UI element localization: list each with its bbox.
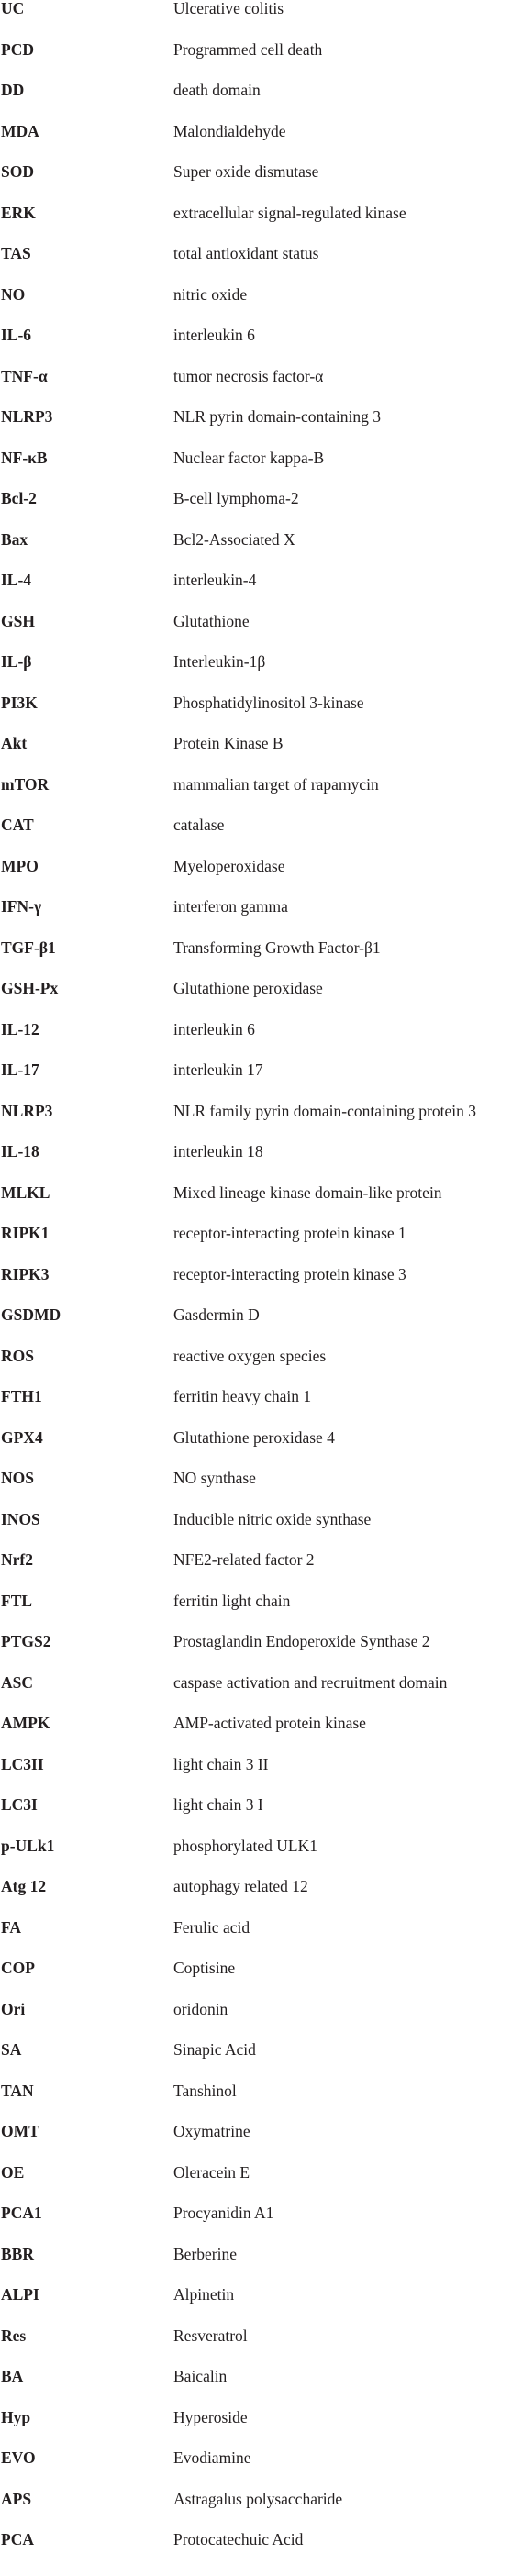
abbreviation-term: Ori bbox=[1, 1999, 26, 2018]
abbreviation-term: ASC bbox=[1, 1672, 34, 1692]
abbreviation-row bbox=[0, 205, 512, 246]
abbreviation-term: AMPK bbox=[1, 1714, 50, 1732]
abbreviation-row bbox=[0, 2531, 512, 2572]
abbreviation-row bbox=[0, 2082, 512, 2124]
abbreviation-definition: Hyperoside bbox=[173, 2407, 248, 2426]
abbreviation-definition: Glutathione bbox=[173, 611, 250, 630]
abbreviation-term: NOS bbox=[1, 1469, 34, 1487]
abbreviation-row bbox=[0, 1429, 512, 1471]
abbreviation-row bbox=[0, 1633, 512, 1674]
abbreviation-definition: Alpinetin bbox=[173, 2285, 235, 2304]
abbreviation-term: ERK bbox=[1, 203, 36, 222]
abbreviation-term: COP bbox=[1, 1959, 35, 1977]
abbreviation-definition: Super oxide dismutase bbox=[173, 162, 319, 181]
abbreviation-definition: caspase activation and recruitment domain bbox=[173, 1672, 448, 1692]
abbreviation-term: TAS bbox=[1, 244, 31, 262]
abbreviation-row bbox=[0, 2491, 512, 2532]
abbreviation-row bbox=[0, 123, 512, 164]
abbreviation-row bbox=[0, 1306, 512, 1348]
abbreviation-row bbox=[0, 2409, 512, 2450]
abbreviation-row bbox=[0, 1919, 512, 1960]
abbreviation-definition: Baicalin bbox=[173, 2367, 228, 2385]
abbreviation-definition: ferritin heavy chain 1 bbox=[173, 1387, 312, 1405]
abbreviation-row bbox=[0, 2041, 512, 2082]
abbreviation-definition: interleukin 17 bbox=[173, 1060, 263, 1079]
abbreviation-row bbox=[0, 572, 512, 613]
abbreviation-definition: Oleracein E bbox=[173, 2162, 250, 2182]
abbreviation-row bbox=[0, 1184, 512, 1226]
abbreviation-definition: extracellular signal-regulated kinase bbox=[173, 203, 406, 222]
abbreviation-definition: Inducible nitric oxide synthase bbox=[173, 1509, 372, 1528]
abbreviation-term: IL-4 bbox=[1, 571, 32, 589]
abbreviation-definition: Ulcerative colitis bbox=[173, 0, 284, 17]
abbreviation-definition: Nuclear factor kappa-B bbox=[173, 448, 325, 467]
abbreviation-row bbox=[0, 1878, 512, 1919]
abbreviation-row bbox=[0, 1388, 512, 1429]
abbreviation-row bbox=[0, 1103, 512, 1144]
abbreviation-definition: AMP-activated protein kinase bbox=[173, 1714, 366, 1732]
abbreviation-term: SOD bbox=[1, 162, 34, 181]
abbreviation-term: TNF-α bbox=[1, 366, 48, 385]
abbreviation-term: EVO bbox=[1, 2448, 36, 2467]
abbreviation-row bbox=[0, 1551, 512, 1593]
abbreviation-term: APS bbox=[1, 2489, 32, 2508]
abbreviation-definition: Glutathione peroxidase 4 bbox=[173, 1427, 335, 1447]
abbreviation-definition: Evodiamine bbox=[173, 2448, 251, 2467]
abbreviation-definition: Coptisine bbox=[173, 1959, 236, 1977]
abbreviation-row bbox=[0, 1715, 512, 1756]
abbreviation-definition: interleukin 6 bbox=[173, 1019, 255, 1038]
abbreviation-term: PCA bbox=[1, 2530, 34, 2548]
abbreviation-definition: interferon gamma bbox=[173, 897, 288, 916]
abbreviation-row bbox=[0, 368, 512, 409]
abbreviation-row bbox=[0, 613, 512, 654]
abbreviation-term: MLKL bbox=[1, 1183, 50, 1202]
abbreviation-definition: Interleukin-1β bbox=[173, 652, 266, 671]
abbreviation-row bbox=[0, 1593, 512, 1634]
abbreviation-term: SA bbox=[1, 2040, 22, 2059]
abbreviation-row bbox=[0, 2123, 512, 2164]
abbreviation-definition: Phosphatidylinositol 3-kinase bbox=[173, 693, 364, 712]
abbreviation-term: CAT bbox=[1, 816, 34, 834]
abbreviation-row bbox=[0, 1796, 512, 1838]
abbreviation-definition: Protocatechuic Acid bbox=[173, 2530, 304, 2548]
abbreviation-definition: total antioxidant status bbox=[173, 244, 319, 262]
abbreviation-term: ROS bbox=[1, 1346, 34, 1365]
abbreviation-definition: Bcl2-Associated X bbox=[173, 529, 295, 549]
abbreviation-definition: interleukin-4 bbox=[173, 571, 257, 589]
abbreviation-row bbox=[0, 450, 512, 491]
abbreviation-row bbox=[0, 1511, 512, 1552]
abbreviation-definition: Sinapic Acid bbox=[173, 2040, 256, 2059]
abbreviation-term: GSH bbox=[1, 611, 35, 630]
abbreviation-definition: interleukin 18 bbox=[173, 1142, 263, 1160]
abbreviation-row bbox=[0, 2246, 512, 2287]
abbreviation-term: OE bbox=[1, 2162, 25, 2182]
abbreviation-definition: catalase bbox=[173, 816, 225, 834]
abbreviation-definition: ferritin light chain bbox=[173, 1591, 291, 1610]
abbreviation-term: LC3I bbox=[1, 1795, 38, 1814]
abbreviation-row bbox=[0, 653, 512, 694]
abbreviation-term: DD bbox=[1, 81, 25, 99]
abbreviation-definition: NLR family pyrin domain-containing protein 3 bbox=[173, 1101, 477, 1120]
abbreviation-definition: NO synthase bbox=[173, 1469, 256, 1487]
abbreviation-definition: Protein Kinase B bbox=[173, 734, 284, 752]
abbreviation-definition: Oxymatrine bbox=[173, 2122, 250, 2140]
abbreviation-term: IL-6 bbox=[1, 326, 32, 344]
abbreviation-definition: Astragalus polysaccharide bbox=[173, 2489, 343, 2508]
abbreviation-term: PTGS2 bbox=[1, 1632, 51, 1650]
abbreviation-definition: tumor necrosis factor-α bbox=[173, 366, 324, 385]
abbreviation-definition: NLR pyrin domain-containing 3 bbox=[173, 407, 382, 426]
abbreviation-definition: light chain 3 I bbox=[173, 1795, 263, 1814]
abbreviation-definition: Myeloperoxidase bbox=[173, 856, 285, 875]
abbreviation-definition: reactive oxygen species bbox=[173, 1346, 327, 1365]
abbreviation-term: NO bbox=[1, 284, 26, 304]
abbreviation-row bbox=[0, 2204, 512, 2246]
abbreviation-definition: interleukin 6 bbox=[173, 326, 255, 344]
abbreviation-definition: Programmed cell death bbox=[173, 39, 323, 59]
abbreviation-term: IL-17 bbox=[1, 1060, 39, 1079]
abbreviation-definition: light chain 3 II bbox=[173, 1754, 269, 1773]
abbreviation-term: Akt bbox=[1, 734, 28, 752]
abbreviation-term: MPO bbox=[1, 856, 39, 875]
abbreviation-definition: Berberine bbox=[173, 2244, 237, 2263]
abbreviation-term: IL-18 bbox=[1, 1142, 39, 1160]
abbreviation-row bbox=[0, 1225, 512, 1266]
abbreviation-row bbox=[0, 1021, 512, 1062]
abbreviation-term: Bcl-2 bbox=[1, 489, 37, 507]
abbreviation-definition: phosphorylated ULK1 bbox=[173, 1836, 317, 1855]
abbreviation-row bbox=[0, 1348, 512, 1389]
abbreviation-definition: oridonin bbox=[173, 1999, 228, 2018]
abbreviation-row bbox=[0, 1674, 512, 1715]
abbreviation-definition: Ferulic acid bbox=[173, 1917, 250, 1937]
abbreviation-definition: autophagy related 12 bbox=[173, 1877, 308, 1895]
abbreviation-term: FTL bbox=[1, 1591, 33, 1610]
abbreviation-row bbox=[0, 776, 512, 817]
abbreviation-definition: B-cell lymphoma-2 bbox=[173, 489, 299, 507]
abbreviation-definition: death domain bbox=[173, 81, 261, 99]
abbreviation-row bbox=[0, 1266, 512, 1307]
abbreviation-row bbox=[0, 694, 512, 736]
abbreviation-term: PCA1 bbox=[1, 2204, 42, 2222]
abbreviation-term: BBR bbox=[1, 2244, 34, 2263]
abbreviation-row bbox=[0, 980, 512, 1021]
abbreviation-row bbox=[0, 1143, 512, 1184]
abbreviation-row bbox=[0, 41, 512, 83]
abbreviation-term: GPX4 bbox=[1, 1427, 43, 1447]
abbreviation-row bbox=[0, 816, 512, 858]
abbreviation-row bbox=[0, 408, 512, 450]
abbreviation-row bbox=[0, 2286, 512, 2327]
abbreviation-term: RIPK3 bbox=[1, 1264, 50, 1283]
abbreviation-row bbox=[0, 245, 512, 286]
abbreviation-term: NLRP3 bbox=[1, 1101, 53, 1120]
abbreviation-definition: Gasdermin D bbox=[173, 1305, 260, 1324]
abbreviation-definition: NFE2-related factor 2 bbox=[173, 1550, 315, 1569]
abbreviation-row bbox=[0, 490, 512, 531]
abbreviation-definition: nitric oxide bbox=[173, 284, 248, 304]
abbreviation-definition: receptor-interacting protein kinase 1 bbox=[173, 1224, 406, 1242]
abbreviation-row bbox=[0, 735, 512, 776]
abbreviation-term: NLRP3 bbox=[1, 407, 53, 426]
abbreviation-row bbox=[0, 1838, 512, 1879]
abbreviation-term: mTOR bbox=[1, 774, 50, 794]
abbreviation-term: Atg 12 bbox=[1, 1877, 47, 1895]
abbreviation-term: Nrf2 bbox=[1, 1550, 33, 1569]
abbreviation-term: TGF-β1 bbox=[1, 938, 56, 957]
abbreviation-term: NF-κB bbox=[1, 448, 48, 467]
abbreviation-term: Res bbox=[1, 2326, 27, 2345]
abbreviation-row bbox=[0, 1960, 512, 2001]
abbreviation-row bbox=[0, 82, 512, 123]
abbreviation-row bbox=[0, 163, 512, 205]
abbreviation-term: OMT bbox=[1, 2122, 39, 2140]
abbreviation-term: TAN bbox=[1, 2081, 34, 2100]
abbreviation-definition: Procyanidin A1 bbox=[173, 2204, 274, 2222]
abbreviation-row bbox=[0, 1756, 512, 1797]
abbreviation-row bbox=[0, 286, 512, 328]
abbreviation-row bbox=[0, 0, 512, 41]
abbreviation-term: BA bbox=[1, 2367, 24, 2385]
abbreviation-definition: Glutathione peroxidase bbox=[173, 979, 323, 997]
abbreviation-row bbox=[0, 898, 512, 939]
abbreviation-row bbox=[0, 858, 512, 899]
abbreviation-definition: Tanshinol bbox=[173, 2081, 237, 2100]
abbreviation-term: Bax bbox=[1, 529, 28, 549]
abbreviation-row bbox=[0, 939, 512, 981]
abbreviation-row bbox=[0, 1061, 512, 1103]
abbreviation-term: PCD bbox=[1, 39, 34, 59]
abbreviation-term: UC bbox=[1, 0, 25, 17]
abbreviation-term: p-ULk1 bbox=[1, 1836, 55, 1855]
abbreviation-row bbox=[0, 1470, 512, 1511]
abbreviation-row bbox=[0, 2449, 512, 2491]
abbreviation-definition: receptor-interacting protein kinase 3 bbox=[173, 1264, 406, 1283]
abbreviation-term: MDA bbox=[1, 121, 39, 140]
abbreviation-term: IL-β bbox=[1, 652, 32, 671]
abbreviation-row bbox=[0, 327, 512, 368]
abbreviation-definition: Prostaglandin Endoperoxide Synthase 2 bbox=[173, 1632, 430, 1650]
abbreviation-term: Hyp bbox=[1, 2407, 31, 2426]
abbreviation-row bbox=[0, 2001, 512, 2042]
abbreviation-term: INOS bbox=[1, 1509, 40, 1528]
abbreviation-term: IL-12 bbox=[1, 1019, 39, 1038]
abbreviation-term: ALPI bbox=[1, 2285, 39, 2304]
abbreviation-term: GSH-Px bbox=[1, 979, 59, 997]
abbreviation-definition: mammalian target of rapamycin bbox=[173, 774, 379, 794]
abbreviation-term: GSDMD bbox=[1, 1305, 61, 1324]
abbreviation-row bbox=[0, 2368, 512, 2409]
abbreviation-row bbox=[0, 2327, 512, 2369]
abbreviation-term: RIPK1 bbox=[1, 1224, 50, 1242]
abbreviation-row bbox=[0, 531, 512, 572]
abbreviation-term: FA bbox=[1, 1917, 22, 1937]
abbreviation-term: LC3II bbox=[1, 1754, 44, 1773]
abbreviation-definition: Mixed lineage kinase domain-like protein bbox=[173, 1183, 442, 1202]
abbreviation-term: FTH1 bbox=[1, 1387, 42, 1405]
abbreviation-definition: Malondialdehyde bbox=[173, 121, 286, 140]
abbreviation-definition: Resveratrol bbox=[173, 2326, 248, 2345]
abbreviation-term: IFN-γ bbox=[1, 897, 42, 916]
abbreviation-row bbox=[0, 2164, 512, 2205]
abbreviation-definition: Transforming Growth Factor-β1 bbox=[173, 938, 381, 957]
abbreviation-term: PI3K bbox=[1, 693, 38, 712]
